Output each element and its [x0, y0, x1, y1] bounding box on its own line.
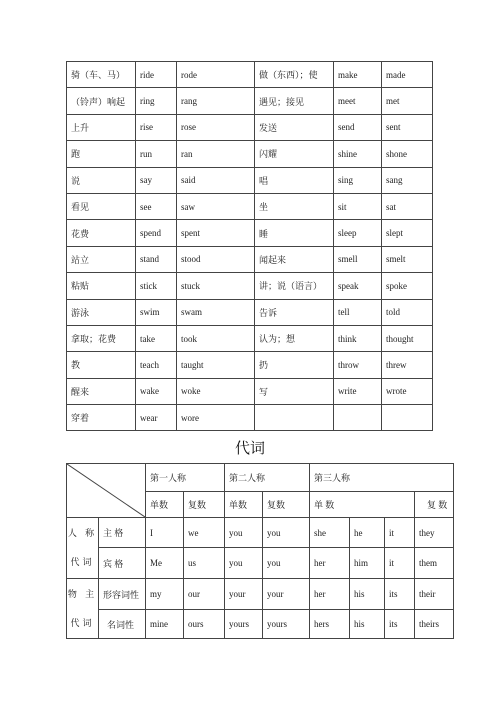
base-form-cell — [334, 405, 382, 431]
header-3rd-plural: 复 数 — [415, 492, 454, 518]
pronoun-cell: I — [146, 518, 184, 548]
meaning-cell: 说 — [67, 167, 136, 193]
base-form-cell: speak — [334, 273, 382, 299]
pronoun-cell: them — [415, 548, 454, 579]
row-label: 名词性 — [99, 610, 146, 639]
pronoun-cell: him — [350, 548, 385, 579]
pronoun-cell: theirs — [415, 610, 454, 639]
past-form-cell: spent — [177, 220, 255, 246]
meaning-cell: 跑 — [67, 141, 136, 167]
meaning-cell: 游泳 — [67, 299, 136, 325]
base-form-cell: stand — [136, 246, 177, 272]
header-2nd-plural: 复数 — [263, 492, 310, 518]
pronoun-row-subject — [67, 518, 454, 548]
meaning-cell — [255, 405, 334, 431]
meaning-cell: 粘贴 — [67, 273, 136, 299]
pronoun-cell: her — [310, 579, 350, 610]
pronouns-title: 代词 — [234, 440, 265, 457]
pronoun-row-nominal — [67, 610, 454, 639]
pronoun-cell: your — [263, 579, 310, 610]
past-form-cell: took — [177, 325, 255, 351]
base-form-cell: ring — [136, 88, 177, 114]
past-form-cell: swam — [177, 299, 255, 325]
meaning-cell: 闻起来 — [255, 246, 334, 272]
base-form-cell: smell — [334, 246, 382, 272]
pronoun-cell: my — [146, 579, 184, 610]
base-form-cell: wear — [136, 405, 177, 431]
past-form-cell: slept — [382, 220, 433, 246]
meaning-cell: 拿取；花费 — [67, 325, 136, 351]
pronoun-cell: you — [263, 548, 310, 579]
meaning-cell: 告诉 — [255, 299, 334, 325]
base-form-cell: sing — [334, 167, 382, 193]
header-third-person: 第三人称 — [310, 464, 454, 492]
category-possessive-pronoun: 物 主 代词 — [67, 579, 99, 639]
diagonal-corner-cell — [67, 464, 146, 518]
category-personal-pronoun: 人 称 代词 — [67, 518, 99, 579]
base-form-cell: spend — [136, 220, 177, 246]
past-form-cell: rose — [177, 114, 255, 140]
past-form-cell: sent — [382, 114, 433, 140]
pronouns-header-persons — [67, 464, 454, 492]
meaning-cell: 认为；想 — [255, 325, 334, 351]
past-form-cell: ran — [177, 141, 255, 167]
verb-row — [67, 378, 433, 404]
row-label: 形容词性 — [99, 579, 146, 610]
verb-row — [67, 352, 433, 378]
verb-row — [67, 167, 433, 193]
pronoun-cell: we — [184, 518, 225, 548]
past-form-cell: stood — [177, 246, 255, 272]
pronoun-cell: ours — [184, 610, 225, 639]
base-form-cell: sleep — [334, 220, 382, 246]
diagonal-line — [67, 464, 145, 517]
past-form-cell: woke — [177, 378, 255, 404]
base-form-cell: sit — [334, 193, 382, 219]
verbs-table-body — [67, 62, 433, 431]
row-label: 主 格 — [99, 518, 146, 548]
meaning-cell: （铃声）响起 — [67, 88, 136, 114]
pronoun-cell: us — [184, 548, 225, 579]
past-form-cell: said — [177, 167, 255, 193]
base-form-cell: rise — [136, 114, 177, 140]
past-form-cell — [382, 405, 433, 431]
pronoun-cell: he — [350, 518, 385, 548]
pronoun-cell: yours — [225, 610, 263, 639]
past-form-cell: taught — [177, 352, 255, 378]
past-form-cell: thought — [382, 325, 433, 351]
past-form-cell: saw — [177, 193, 255, 219]
meaning-cell: 花费 — [67, 220, 136, 246]
meaning-cell: 看见 — [67, 193, 136, 219]
header-second-person: 第二人称 — [225, 464, 310, 492]
base-form-cell: think — [334, 325, 382, 351]
meaning-cell: 讲；说（语言） — [255, 273, 334, 299]
pronoun-cell: its — [385, 610, 415, 639]
pronoun-cell: your — [225, 579, 263, 610]
past-form-cell: sat — [382, 193, 433, 219]
verb-row — [67, 273, 433, 299]
pronoun-cell: her — [310, 548, 350, 579]
header-2nd-singular: 单数 — [225, 492, 263, 518]
past-form-cell: met — [382, 88, 433, 114]
base-form-cell: throw — [334, 352, 382, 378]
base-form-cell: say — [136, 167, 177, 193]
verb-row — [67, 114, 433, 140]
base-form-cell: take — [136, 325, 177, 351]
verb-row — [67, 405, 433, 431]
pronoun-cell: it — [385, 518, 415, 548]
pronoun-cell: their — [415, 579, 454, 610]
base-form-cell: teach — [136, 352, 177, 378]
past-form-cell: made — [382, 62, 433, 88]
header-1st-plural: 复数 — [184, 492, 225, 518]
past-form-cell: sang — [382, 167, 433, 193]
pronoun-cell: hers — [310, 610, 350, 639]
base-form-cell: stick — [136, 273, 177, 299]
pronoun-cell: his — [350, 610, 385, 639]
past-form-cell: spoke — [382, 273, 433, 299]
verb-row — [67, 141, 433, 167]
row-label: 宾 格 — [99, 548, 146, 579]
base-form-cell: ride — [136, 62, 177, 88]
meaning-cell: 写 — [255, 378, 334, 404]
pronoun-cell: yours — [263, 610, 310, 639]
base-form-cell: wake — [136, 378, 177, 404]
base-form-cell: send — [334, 114, 382, 140]
base-form-cell: shine — [334, 141, 382, 167]
pronouns-table — [66, 463, 454, 639]
base-form-cell: meet — [334, 88, 382, 114]
meaning-cell: 教 — [67, 352, 136, 378]
meaning-cell: 上升 — [67, 114, 136, 140]
header-first-person: 第一人称 — [146, 464, 225, 492]
pronoun-cell: she — [310, 518, 350, 548]
header-1st-singular: 单数 — [146, 492, 184, 518]
base-form-cell: see — [136, 193, 177, 219]
pronoun-cell: you — [263, 518, 310, 548]
base-form-cell: run — [136, 141, 177, 167]
pronoun-row-adjectival — [67, 579, 454, 610]
meaning-cell: 站立 — [67, 246, 136, 272]
verb-row — [67, 88, 433, 114]
meaning-cell: 闪耀 — [255, 141, 334, 167]
meaning-cell: 坐 — [255, 193, 334, 219]
pronoun-cell: mine — [146, 610, 184, 639]
pronoun-cell: you — [225, 548, 263, 579]
meaning-cell: 发送 — [255, 114, 334, 140]
pronoun-row-object — [67, 548, 454, 579]
past-form-cell: rang — [177, 88, 255, 114]
past-form-cell: wrote — [382, 378, 433, 404]
base-form-cell: tell — [334, 299, 382, 325]
past-form-cell: stuck — [177, 273, 255, 299]
verb-row — [67, 62, 433, 88]
base-form-cell: write — [334, 378, 382, 404]
past-form-cell: wore — [177, 405, 255, 431]
meaning-cell: 遇见；接见 — [255, 88, 334, 114]
meaning-cell: 扔 — [255, 352, 334, 378]
past-form-cell: shone — [382, 141, 433, 167]
meaning-cell: 唱 — [255, 167, 334, 193]
meaning-cell: 睡 — [255, 220, 334, 246]
verb-row — [67, 193, 433, 219]
base-form-cell: swim — [136, 299, 177, 325]
past-form-cell: told — [382, 299, 433, 325]
pronoun-cell: it — [385, 548, 415, 579]
pronoun-cell: his — [350, 579, 385, 610]
past-form-cell: rode — [177, 62, 255, 88]
irregular-verbs-table — [66, 61, 433, 431]
meaning-cell: 做（东西）；使 — [255, 62, 334, 88]
header-3rd-singular: 单 数 — [310, 492, 415, 518]
pronoun-cell: its — [385, 579, 415, 610]
pronoun-cell: Me — [146, 548, 184, 579]
pronoun-cell: our — [184, 579, 225, 610]
verb-row — [67, 246, 433, 272]
meaning-cell: 醒来 — [67, 378, 136, 404]
base-form-cell: make — [334, 62, 382, 88]
past-form-cell: threw — [382, 352, 433, 378]
pronoun-cell: you — [225, 518, 263, 548]
meaning-cell: 骑（车、马） — [67, 62, 136, 88]
pronoun-cell: they — [415, 518, 454, 548]
verb-row — [67, 299, 433, 325]
meaning-cell: 穿着 — [67, 405, 136, 431]
verb-row — [67, 325, 433, 351]
verb-row — [67, 220, 433, 246]
past-form-cell: smelt — [382, 246, 433, 272]
